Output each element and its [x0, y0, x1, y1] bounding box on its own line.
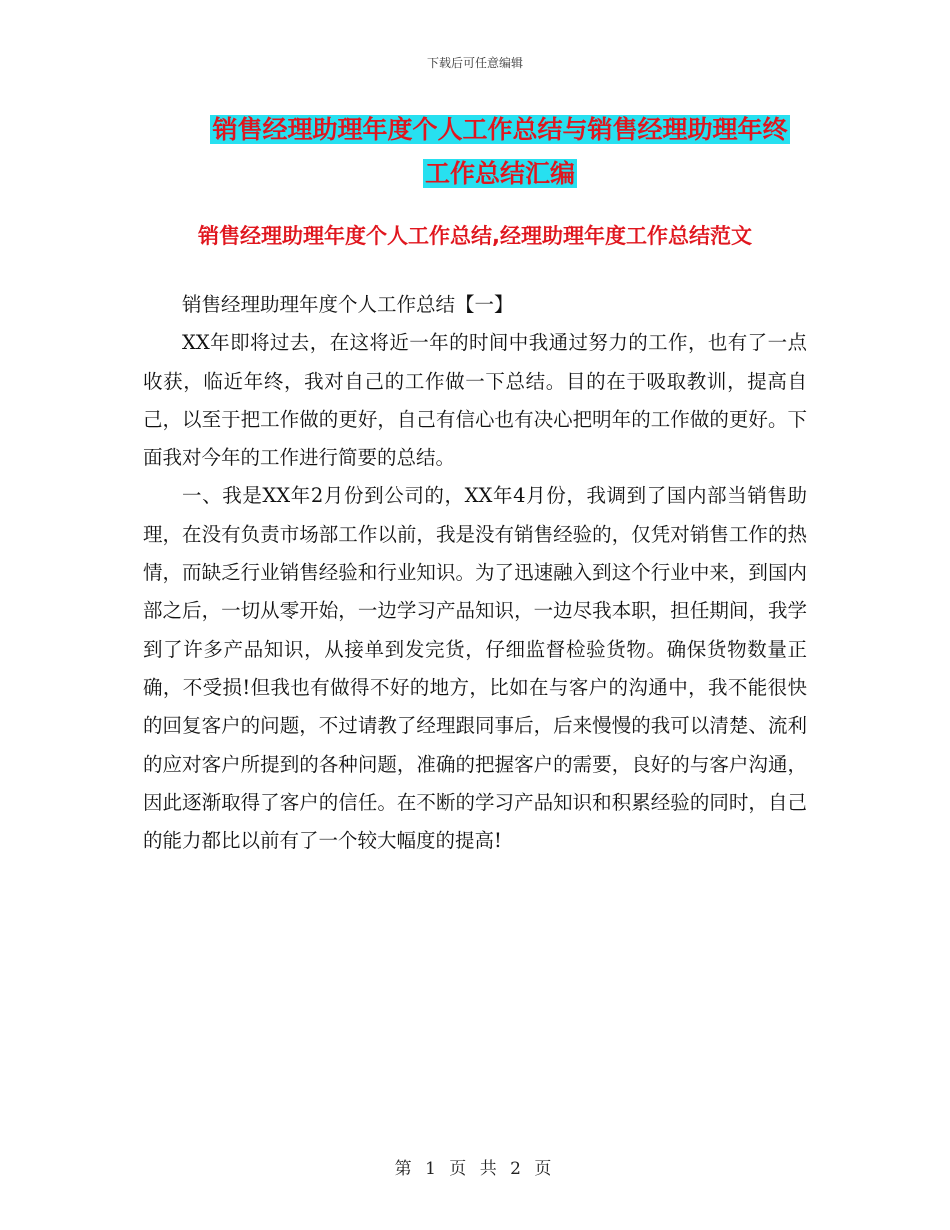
paragraph-1: XX年即将过去，在这将近一年的时间中我通过努力的工作，也有了一点收获，临近年终，我对自己的工作做一下总结。目的在于吸取教训，提高自己，以至于把工作做的更好，自己有信心也有决心把明年的工作做的更好。下面我对今年的工作进行简要的总结。 — [143, 331, 807, 470]
document-subtitle: 销售经理助理年度个人工作总结,经理助理年度工作总结范文 — [198, 224, 752, 248]
page-number-footer: 第 1 页 共 2 页 — [394, 1159, 556, 1179]
section-heading: 销售经理助理年度个人工作总结【一】 — [182, 293, 514, 316]
document-body — [143, 286, 807, 860]
document-title — [150, 108, 850, 196]
header-note: 下载后可任意编辑 — [426, 56, 523, 70]
document-title-line-1: 销售经理助理年度个人工作总结与销售经理助理年终 — [212, 115, 788, 144]
paragraph-2: 一、我是XX年2月份到公司的，XX年4月份，我调到了国内部当销售助理，在没有负责市场部工作以前，我是没有销售经验的，仅凭对销售工作的热情，而缺乏行业销售经验和行业知识。为了迅速融入到这个行业中来，到国内部之后，一切从零开始，一边学习产品知识，一边尽我本职，担任期间，我学到了许多产品知识，从接单到发完货，仔细监督检验货物。确保货物数量正确，不受损!但我也有做得不好的地方，比如在与客户的沟通中，我不能很快的回复客户的问题，不过请教了经理跟同事后，后来慢慢的我可以清楚、流利的应对客户所提到的各种问题，准确的把握客户的需要，良好的与客户沟通，因此逐渐取得了客户的信任。在不断的学习产品知识和积累经验的同时，自己的能力都比以前有了一个较大幅度的提高! — [143, 484, 807, 853]
document-title-line-2: 工作总结汇编 — [424, 159, 575, 188]
